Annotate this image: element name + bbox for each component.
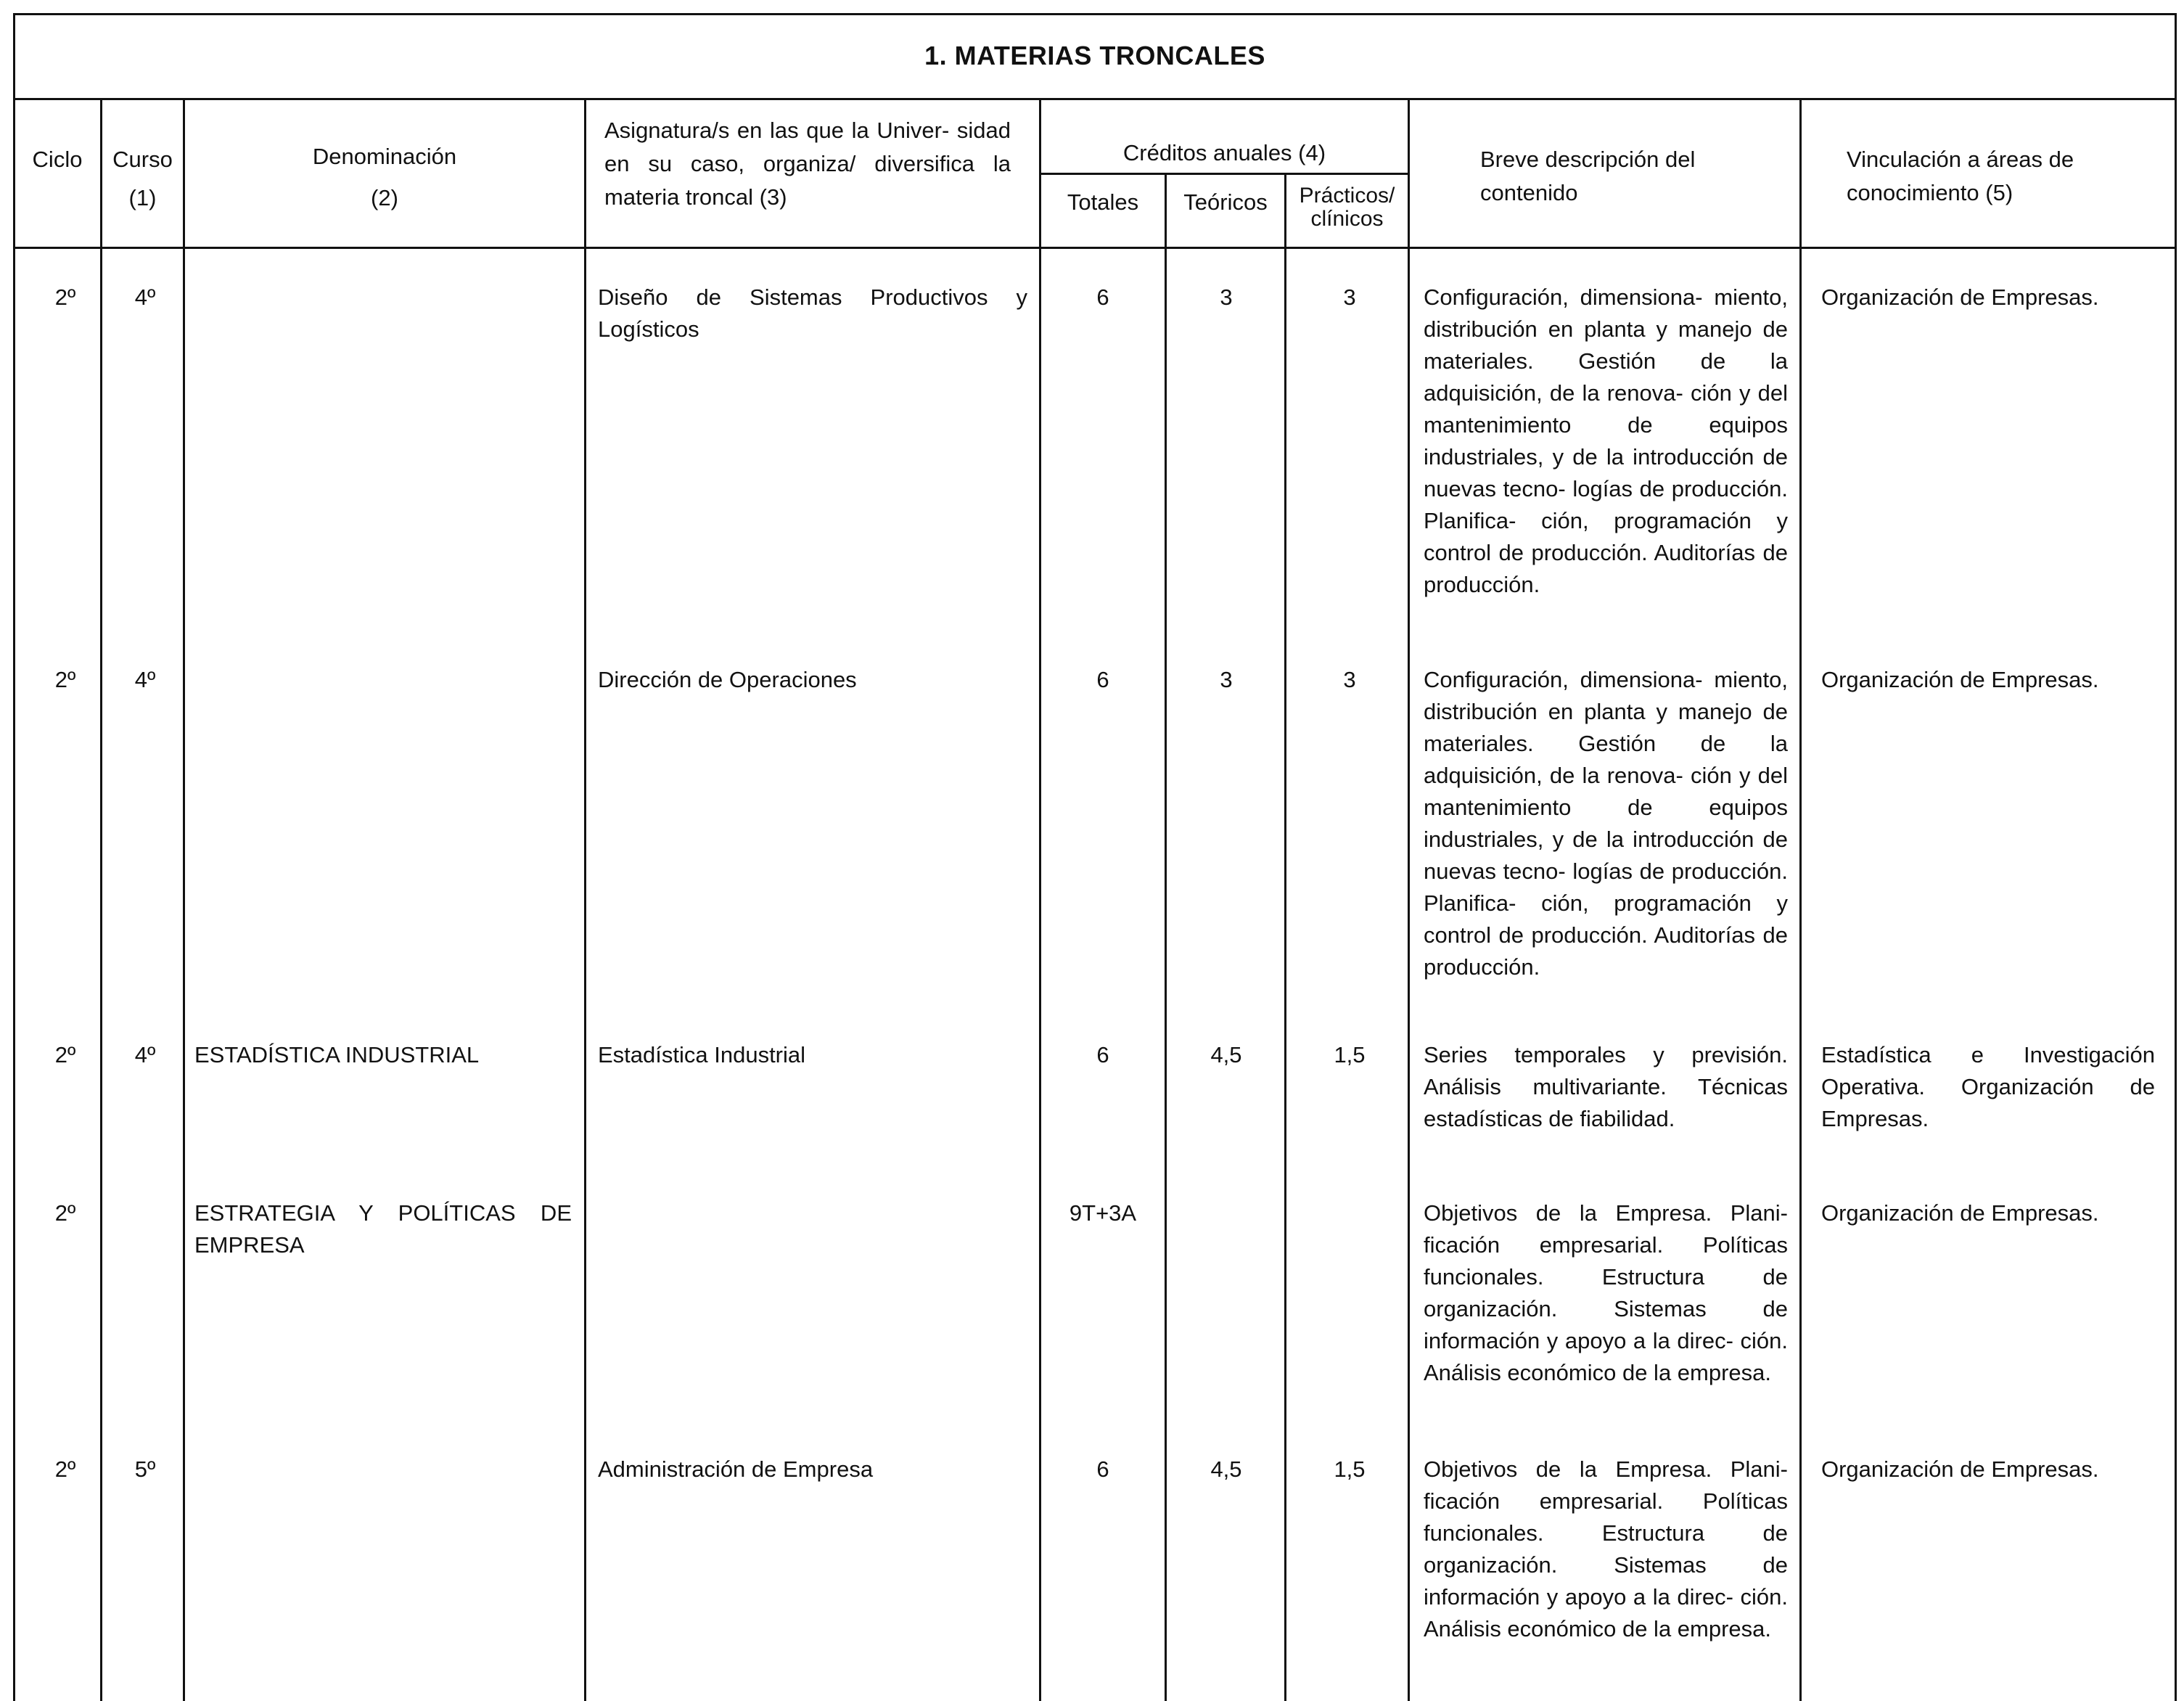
- col-divider-descripcion: [1408, 100, 1410, 1701]
- header-creditos: Créditos anuales (4): [1122, 140, 1326, 165]
- col-divider-vinculacion: [1799, 100, 1802, 1701]
- row1-teoricos: 3: [1220, 284, 1233, 310]
- header-bottom-rule: [13, 247, 2177, 249]
- col-divider-denominacion: [183, 100, 185, 1701]
- row3-teoricos: 4,5: [1210, 1042, 1242, 1067]
- header-denominacion: Denominación: [312, 144, 457, 169]
- row4-ciclo: 2º: [54, 1200, 76, 1226]
- row3-asignatura: Estadística Industrial: [598, 1042, 806, 1067]
- row2-asignatura: Dirección de Operaciones: [598, 667, 857, 692]
- header-practicos: Prácticos/ clínicos: [1299, 184, 1395, 231]
- table-frame: [13, 13, 2177, 1701]
- row5-totales: 6: [1096, 1456, 1109, 1482]
- row5-vinculacion: Organización de Empresas.: [1821, 1456, 2099, 1482]
- row4-descripcion: Objetivos de la Empresa. Plani- ficación empresarial. Políticas funcionales. Estructura de organización. Sistemas de información y apoyo a la direc- ción. Análisis económico de la empresa.: [1424, 1200, 1788, 1385]
- col-divider-asignatura: [584, 100, 586, 1701]
- row3-descripcion: Series temporales y previsión. Análisis multivariante. Técnicas estadísticas de fiabilidad.: [1424, 1042, 1788, 1131]
- row1-vinculacion: Organización de Empresas.: [1821, 284, 2099, 310]
- row2-practicos: 3: [1343, 667, 1356, 692]
- col-divider-teoricos: [1165, 173, 1167, 1701]
- header-asignatura: Asignatura/s en las que la Univer- sidad en su caso, organiza/ diversifica la materia troncal (3): [604, 118, 1011, 210]
- row2-teoricos: 3: [1220, 667, 1233, 692]
- creditos-sub-rule: [1039, 173, 1408, 175]
- row4-totales: 9T+3A: [1069, 1200, 1137, 1226]
- row5-asignatura: Administración de Empresa: [598, 1456, 874, 1482]
- row5-teoricos: 4,5: [1210, 1456, 1242, 1482]
- row2-curso: 4º: [134, 667, 156, 692]
- col-divider-practicos: [1284, 173, 1286, 1701]
- table-title: 1. MATERIAS TRONCALES: [13, 13, 2177, 100]
- row5-curso: 5º: [134, 1456, 156, 1482]
- row2-vinculacion: Organización de Empresas.: [1821, 667, 2099, 692]
- row4-vinculacion: Organización de Empresas.: [1821, 1200, 2099, 1226]
- header-totales: Totales: [1067, 189, 1139, 215]
- row3-practicos: 1,5: [1334, 1042, 1366, 1067]
- row3-ciclo: 2º: [54, 1042, 76, 1067]
- row5-practicos: 1,5: [1334, 1456, 1366, 1482]
- row3-totales: 6: [1096, 1042, 1109, 1067]
- row2-descripcion: Configuración, dimensiona- miento, distribución en planta y manejo de materiales. Gestión de la adquisición, de la renova- ción y del mantenimiento de equipos industriales, y de la introducción de nuevas tecno- logías de producción. Planifica- ción, programación y control de producción. Auditorías de producción.: [1424, 667, 1788, 980]
- row1-totales: 6: [1096, 284, 1109, 310]
- row5-descripcion: Objetivos de la Empresa. Plani- ficación empresarial. Políticas funcionales. Estructura de organización. Sistemas de información y apoyo a la direc- ción. Análisis económico de la empresa.: [1424, 1456, 1788, 1641]
- header-teoricos: Teóricos: [1183, 189, 1268, 215]
- header-curso: Curso: [112, 147, 173, 172]
- row1-practicos: 3: [1343, 284, 1356, 310]
- row5-ciclo: 2º: [54, 1456, 76, 1482]
- header-descripcion: Breve descripción del contenido: [1480, 147, 1696, 205]
- row2-ciclo: 2º: [54, 667, 76, 692]
- row1-curso: 4º: [134, 284, 156, 310]
- row2-totales: 6: [1096, 667, 1109, 692]
- row3-denominacion: ESTADÍSTICA INDUSTRIAL: [194, 1042, 480, 1067]
- header-vinculacion: Vinculación a áreas de conocimiento (5): [1847, 147, 2074, 205]
- col-divider-totales: [1039, 100, 1041, 1701]
- header-ciclo: Ciclo: [32, 147, 83, 172]
- header-denominacion-note: (2): [371, 185, 398, 210]
- row4-denominacion: ESTRATEGIA Y POLÍTICAS DE EMPRESA: [194, 1200, 572, 1258]
- row3-vinculacion: Estadística e Investigación Operativa. Organización de Empresas.: [1821, 1042, 2155, 1131]
- row1-descripcion: Configuración, dimensiona- miento, distribución en planta y manejo de materiales. Gestión de la adquisición, de la renova- ción y del mantenimiento de equipos industriales, y de la introducción de nuevas tecno- logías de producción. Planifica- ción, programación y control de producción. Auditorías de producción.: [1424, 284, 1788, 597]
- row1-asignatura: Diseño de Sistemas Productivos y Logísticos: [598, 284, 1027, 342]
- header-curso-note: (1): [128, 185, 157, 210]
- col-divider-curso: [100, 100, 102, 1701]
- row3-curso: 4º: [134, 1042, 156, 1067]
- row1-ciclo: 2º: [54, 284, 76, 310]
